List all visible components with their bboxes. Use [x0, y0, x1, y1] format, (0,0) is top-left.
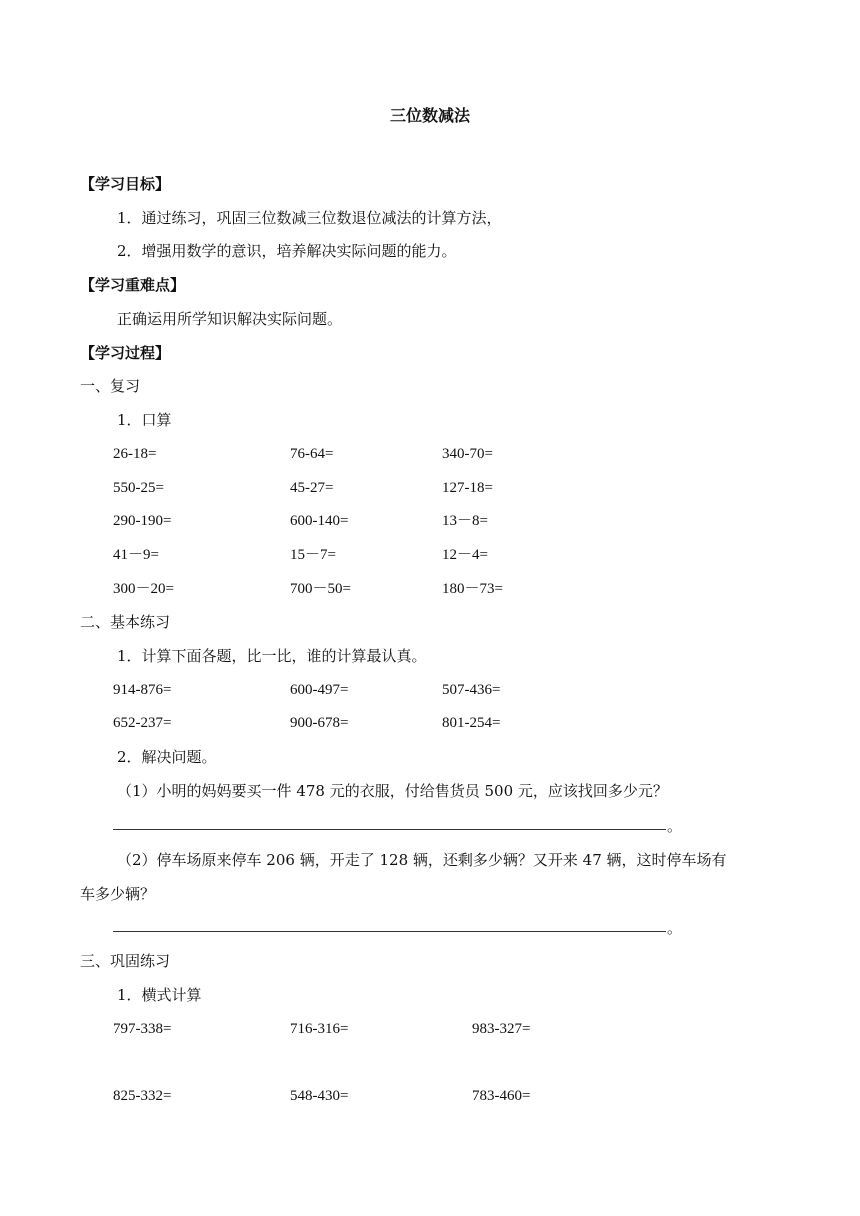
calc-problem: 652-237= — [113, 715, 172, 731]
section2-sub1: 1．计算下面各题，比一比，谁的计算最认真。 — [117, 647, 427, 665]
oral-problem: 290-190= — [113, 513, 172, 529]
section2-sub2: 2．解决问题。 — [117, 748, 217, 766]
horizontal-calc: 783-460= — [472, 1088, 531, 1104]
word-problem-2-cont: 车多少辆？ — [80, 885, 156, 903]
calc-problem: 900-678= — [290, 715, 349, 731]
process-heading: 【学习过程】 — [80, 344, 171, 362]
horizontal-calc: 548-430= — [290, 1088, 349, 1104]
key-points-heading: 【学习重难点】 — [80, 276, 186, 294]
section3-heading: 三、巩固练习 — [80, 952, 171, 970]
word-problem-1: （1）小明的妈妈要买一件 478 元的衣服，付给售货员 500 元，应该找回多少元？ — [117, 782, 668, 800]
section3-sub: 1．横式计算 — [117, 986, 202, 1004]
word-problem-2: （2）停车场原来停车 206 辆，开走了 128 辆，还剩多少辆？又开来 47 辆，这时停车场有 — [117, 851, 727, 869]
calc-problem: 914-876= — [113, 682, 172, 698]
oral-problem: 41－9= — [113, 547, 159, 563]
oral-problem: 550-25= — [113, 480, 164, 496]
oral-problem: 700－50= — [290, 581, 351, 597]
objective-item: 1．通过练习，巩固三位数减三位数退位减法的计算方法， — [117, 209, 502, 227]
calc-problem: 801-254= — [442, 715, 501, 731]
oral-problem: 45-27= — [290, 480, 334, 496]
section1-heading: 一、复习 — [80, 377, 141, 395]
oral-problem: 180－73= — [442, 581, 503, 597]
answer-line-end: 。 — [667, 919, 683, 937]
key-points-text: 正确运用所学知识解决实际问题。 — [117, 310, 343, 328]
answer-line-end: 。 — [667, 817, 683, 835]
horizontal-calc: 716-316= — [290, 1021, 349, 1037]
oral-problem: 12－4= — [442, 547, 488, 563]
oral-problem: 127-18= — [442, 480, 493, 496]
objective-item: 2．增强用数学的意识，培养解决实际问题的能力。 — [117, 242, 457, 260]
oral-problem: 15－7= — [290, 547, 336, 563]
objectives-heading: 【学习目标】 — [80, 175, 171, 193]
section1-sub: 1．口算 — [117, 411, 172, 429]
oral-problem: 340-70= — [442, 446, 493, 462]
oral-problem: 26-18= — [113, 446, 157, 462]
oral-problem: 76-64= — [290, 446, 334, 462]
calc-problem: 507-436= — [442, 682, 501, 698]
horizontal-calc: 983-327= — [472, 1021, 531, 1037]
horizontal-calc: 825-332= — [113, 1088, 172, 1104]
section2-heading: 二、基本练习 — [80, 613, 171, 631]
oral-problem: 13－8= — [442, 513, 488, 529]
calc-problem: 600-497= — [290, 682, 349, 698]
page-title: 三位数减法 — [389, 106, 470, 125]
answer-line[interactable] — [113, 931, 666, 932]
oral-problem: 600-140= — [290, 513, 349, 529]
oral-problem: 300－20= — [113, 581, 174, 597]
horizontal-calc: 797-338= — [113, 1021, 172, 1037]
answer-line[interactable] — [113, 829, 666, 830]
